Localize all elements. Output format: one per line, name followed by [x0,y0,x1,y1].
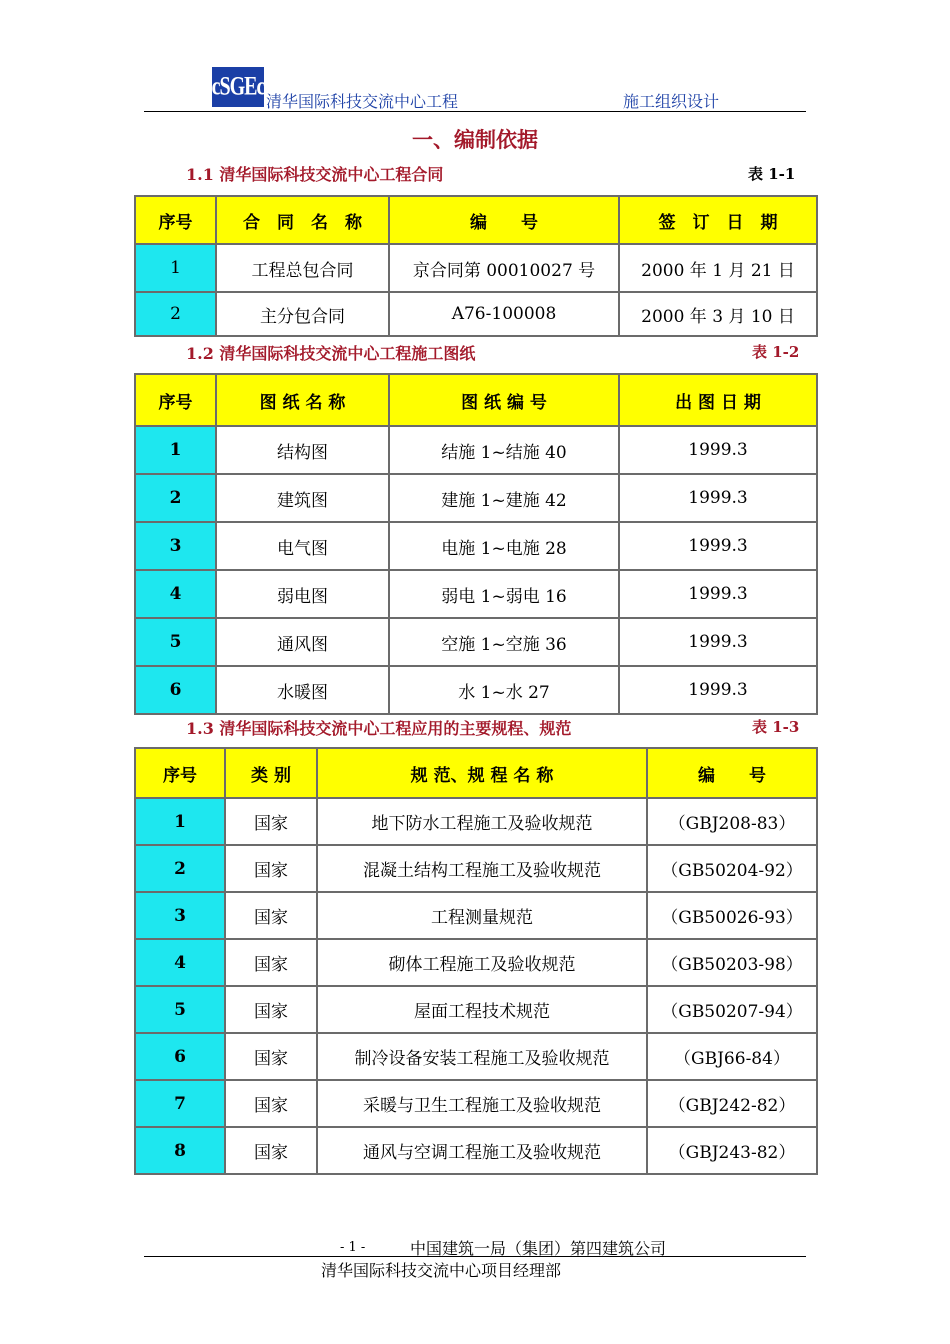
table-cell: 采暖与卫生工程施工及验收规范 [317,1080,647,1127]
page-number: - 1 - [340,1240,366,1255]
table-cell: 1999.3 [619,618,817,666]
table-cell: 工程测量规范 [317,892,647,939]
table-header-row [135,196,817,244]
table-cell: 空施 1~空施 36 [389,618,619,666]
row-index: 6 [135,666,216,714]
table-header-row [135,748,817,798]
table-row [135,522,817,570]
table-row [135,845,817,892]
footer-divider [144,1256,806,1257]
section2-table-label: 表 1-2 [752,343,800,361]
table-row [135,474,817,522]
table-cell: （GBJ66-84） [647,1033,817,1080]
table-cell: （GB50026-93） [647,892,817,939]
table-cell: 屋面工程技术规范 [317,986,647,1033]
col-header: 编 号 [389,196,619,244]
table-row [135,798,817,845]
table-row [135,666,817,714]
table-cell: （GB50203-98） [647,939,817,986]
table-cell: 国家 [225,986,317,1033]
row-index: 5 [135,618,216,666]
table-cell: 1999.3 [619,666,817,714]
table-row [135,892,817,939]
section2-caption: 1.2 清华国际科技交流中心工程施工图纸 [186,344,476,363]
table-cell: 1999.3 [619,522,817,570]
table-row [135,1080,817,1127]
drawings-table [134,373,818,715]
table-cell: （GB50207-94） [647,986,817,1033]
table-cell: A76-100008 [389,292,619,336]
section1-caption: 1.1 清华国际科技交流中心工程合同 [186,165,444,184]
col-header: 序号 [135,748,225,798]
table-cell: 建施 1~建施 42 [389,474,619,522]
table-cell: 京合同第 00010027 号 [389,244,619,292]
table-cell: 国家 [225,1127,317,1174]
table-cell: 弱电图 [216,570,389,618]
header-divider [144,111,806,112]
page-title: 一、编制依据 [412,127,538,152]
table-cell: （GBJ208-83） [647,798,817,845]
table-cell: 国家 [225,939,317,986]
col-header: 规 范、规 程 名 称 [317,748,647,798]
table-row [135,570,817,618]
col-header: 类 别 [225,748,317,798]
table-header-row [135,374,817,426]
table-cell: 弱电 1~弱电 16 [389,570,619,618]
table-cell: 地下防水工程施工及验收规范 [317,798,647,845]
row-index: 2 [135,292,216,336]
row-index: 8 [135,1127,225,1174]
table-row [135,292,817,336]
row-index: 1 [135,798,225,845]
row-index: 6 [135,1033,225,1080]
col-header: 签 订 日 期 [619,196,817,244]
table-cell: （GB50204-92） [647,845,817,892]
table-cell: （GBJ243-82） [647,1127,817,1174]
table-row [135,244,817,292]
table-cell: 2000 年 3 月 10 日 [619,292,817,336]
contract-table [134,195,818,337]
section3-table-label: 表 1-3 [752,718,800,736]
table-cell: 国家 [225,892,317,939]
table-cell: 1999.3 [619,426,817,474]
table-row [135,1127,817,1174]
col-header: 序号 [135,374,216,426]
table-cell: 建筑图 [216,474,389,522]
company-logo: cSGEc [212,67,264,107]
row-index: 5 [135,986,225,1033]
table-cell: 砌体工程施工及验收规范 [317,939,647,986]
table-cell: 电气图 [216,522,389,570]
row-index: 4 [135,939,225,986]
col-header: 出 图 日 期 [619,374,817,426]
col-header: 合 同 名 称 [216,196,389,244]
table-cell: 水暖图 [216,666,389,714]
row-index: 7 [135,1080,225,1127]
table-row [135,1033,817,1080]
section3-caption: 1.3 清华国际科技交流中心工程应用的主要规程、规范 [186,719,572,738]
table-cell: 混凝土结构工程施工及验收规范 [317,845,647,892]
table-cell: 工程总包合同 [216,244,389,292]
table-cell: 制冷设备安装工程施工及验收规范 [317,1033,647,1080]
table-row [135,939,817,986]
table-cell: 通风图 [216,618,389,666]
table-row [135,618,817,666]
col-header: 图 纸 名 称 [216,374,389,426]
footer-company: 中国建筑一局（集团）第四建筑公司 [410,1239,667,1258]
header-project-title: 清华国际科技交流中心工程 [266,92,459,111]
header-doc-type: 施工组织设计 [623,92,720,111]
table-cell: 1999.3 [619,474,817,522]
section1-table-label: 表 1-1 [748,165,796,183]
table-cell: （GBJ242-82） [647,1080,817,1127]
row-index: 1 [135,426,216,474]
row-index: 3 [135,892,225,939]
table-cell: 主分包合同 [216,292,389,336]
row-index: 2 [135,845,225,892]
table-row [135,426,817,474]
table-cell: 结构图 [216,426,389,474]
footer-department: 清华国际科技交流中心项目经理部 [321,1261,562,1280]
table-cell: 国家 [225,845,317,892]
table-row [135,986,817,1033]
table-cell: 1999.3 [619,570,817,618]
row-index: 1 [135,244,216,292]
row-index: 2 [135,474,216,522]
table-cell: 电施 1~电施 28 [389,522,619,570]
table-cell: 国家 [225,1033,317,1080]
table-cell: 水 1~水 27 [389,666,619,714]
table-cell: 国家 [225,1080,317,1127]
row-index: 3 [135,522,216,570]
table-cell: 结施 1~结施 40 [389,426,619,474]
table-cell: 2000 年 1 月 21 日 [619,244,817,292]
col-header: 编 号 [647,748,817,798]
table-cell: 国家 [225,798,317,845]
standards-table [134,747,818,1175]
col-header: 图 纸 编 号 [389,374,619,426]
row-index: 4 [135,570,216,618]
table-cell: 通风与空调工程施工及验收规范 [317,1127,647,1174]
col-header: 序号 [135,196,216,244]
